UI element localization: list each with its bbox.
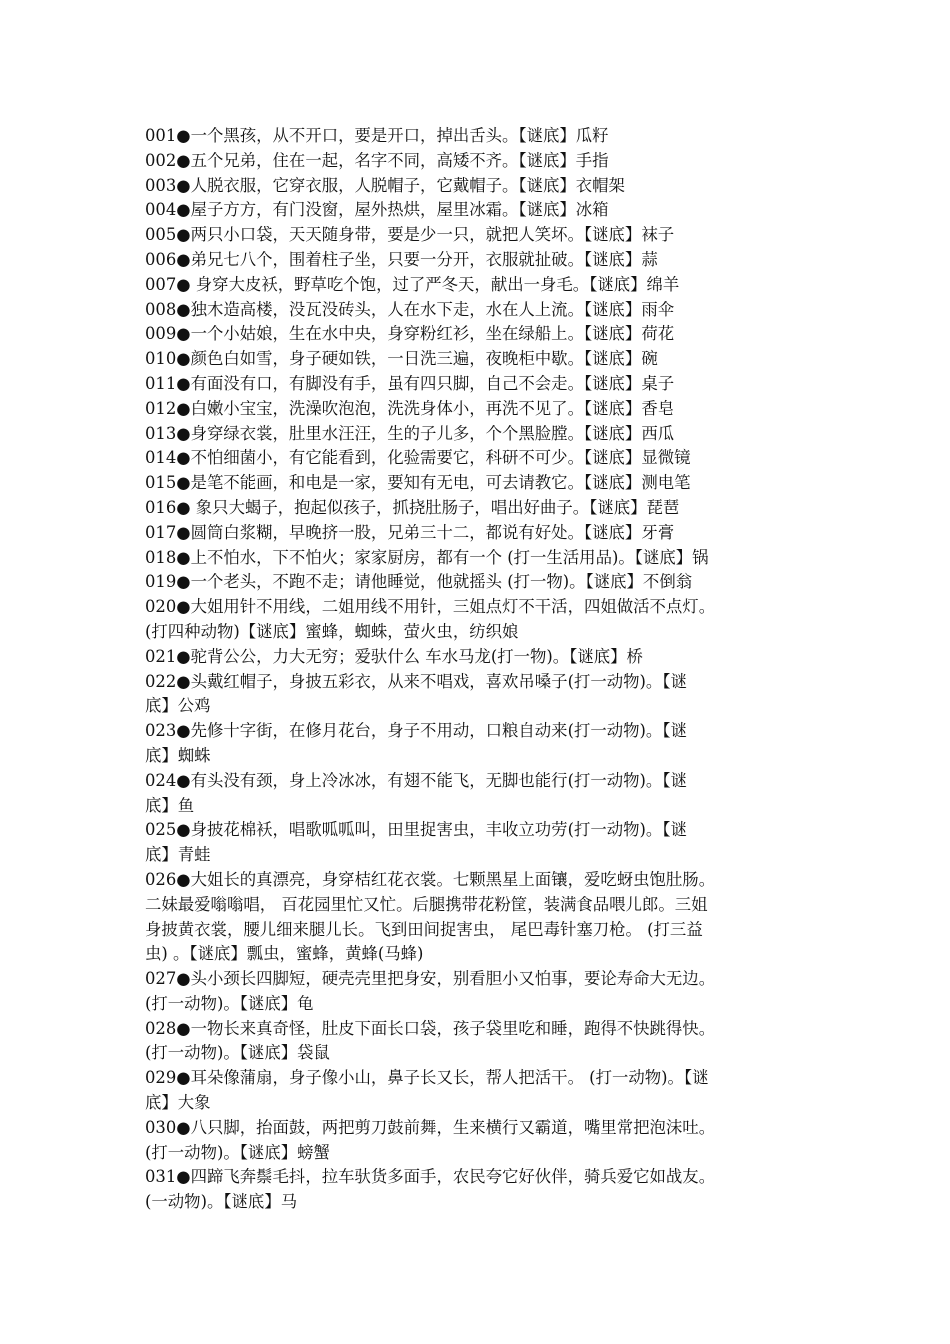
text-line: 018●上不怕水，下不怕火；家家厨房，都有一个 (打一生活用品)。【谜底】锅 [145,547,709,567]
text-line: 底】青蛙 [145,845,211,865]
text-line: 虫) 。【谜底】瓢虫，蜜蜂，黄蜂(马蜂) [145,944,424,964]
text-line: 底】公鸡 [145,696,211,716]
text-line: 012●白嫩小宝宝，洗澡吹泡泡，洗洗身体小，再洗不见了。【谜底】香皂 [145,398,675,418]
text-line: (打一动物)。【谜底】螃蟹 [145,1142,330,1162]
text-line: (打四种动物)【谜底】蜜蜂，蜘蛛，萤火虫，纺织娘 [145,621,519,641]
text-line: 015●是笔不能画，和电是一家，要知有无电，可去请教它。【谜底】测电笔 [145,473,691,493]
text-line: 027●头小颈长四脚短，硬壳壳里把身安，别看胆小又怕事，要论寿命大无边。 [145,969,716,989]
text-line: 003●人脱衣服，它穿衣服，人脱帽子，它戴帽子。【谜底】衣帽架 [145,175,625,195]
text-line: 身披黄衣裳，腰儿细来腿儿长。飞到田间捉害虫， 尾巴毒针塞刀枪。 (打三益 [145,919,703,939]
text-line: 009●一个小姑娘，生在水中央，身穿粉红衫，坐在绿船上。【谜底】荷花 [145,324,675,344]
text-line: 019●一个老头，不跑不走；请他睡觉，他就摇头 (打一物)。【谜底】不倒翁 [145,572,693,592]
text-line: 016● 象只大蝎子，抱起似孩子，抓挠肚肠子，唱出好曲子。【谜底】琵琶 [145,497,680,517]
text-line: 017●圆筒白浆糊，早晚挤一股，兄弟三十二，都说有好处。【谜底】牙膏 [145,522,675,542]
text-line: 008●独木造高楼，没瓦没砖头，人在水下走，水在人上流。【谜底】雨伞 [145,299,675,319]
text-line: 002●五个兄弟，住在一起，名字不同，高矮不齐。【谜底】手指 [145,150,609,170]
text-line: 031●四蹄飞奔鬃毛抖，拉车驮货多面手，农民夸它好伙伴，骑兵爱它如战友。 [145,1167,716,1187]
text-line: 030●八只脚，抬面鼓，两把剪刀鼓前舞，生来横行又霸道，嘴里常把泡沫吐。 [145,1117,716,1137]
text-line: 014●不怕细菌小，有它能看到，化验需要它，科研不可少。【谜底】显微镜 [145,448,691,468]
text-line: 026●大姐长的真漂亮，身穿桔红花衣裳。七颗黑星上面镶，爱吃蚜虫饱肚肠。 [145,869,716,889]
text-line: 028●一物长来真奇怪，肚皮下面长口袋，孩子袋里吃和睡，跑得不快跳得快。 [145,1018,716,1038]
text-line: 底】鱼 [145,795,195,815]
text-line: 025●身披花棉袄，唱歌呱呱叫，田里捉害虫，丰收立功劳(打一动物)。【谜 [145,820,687,840]
text-line: 007● 身穿大皮袄，野草吃个饱，过了严冬天，献出一身毛。【谜底】绵羊 [145,274,680,294]
text-line: 020●大姐用针不用线，二姐用线不用针，三姐点灯不干活，四姐做活不点灯。 [145,597,716,617]
text-line: 001●一个黑孩，从不开口，要是开口，掉出舌头。【谜底】瓜籽 [145,126,609,145]
riddle-document [145,124,810,1215]
text-line: 021●驼背公公，力大无穷；爱驮什么 车水马龙(打一物)。【谜底】桥 [145,646,643,666]
text-line: 二妹最爱嗡嗡唱， 百花园里忙又忙。后腿携带花粉筐，装满食品喂儿郎。三姐 [145,894,708,914]
text-line: 底】大象 [145,1093,211,1113]
text-line: 底】蜘蛛 [145,745,211,765]
text-line: 013●身穿绿衣裳，肚里水汪汪，生的子儿多，个个黑脸膛。【谜底】西瓜 [145,423,675,443]
text-line: (打一动物)。【谜底】龟 [145,993,314,1013]
text-line: (打一动物)。【谜底】袋鼠 [145,1043,330,1063]
text-line: (一动物)。【谜底】马 [145,1192,298,1212]
text-line: 029●耳朵像蒲扇，身子像小山，鼻子长又长，帮人把活干。 (打一动物)。【谜 [145,1068,709,1088]
text-line: 005●两只小口袋，天天随身带，要是少一只，就把人笑坏。【谜底】袜子 [145,225,675,245]
text-line: 006●弟兄七八个，围着柱子坐，只要一分开，衣服就扯破。【谜底】蒜 [145,249,658,269]
text-line: 024●有头没有颈，身上冷冰冰，有翅不能飞，无脚也能行(打一动物)。【谜 [145,770,687,790]
text-line: 022●头戴红帽子，身披五彩衣，从来不唱戏，喜欢吊嗓子(打一动物)。【谜 [145,671,687,691]
text-line: 011●有面没有口，有脚没有手，虽有四只脚，自己不会走。【谜底】桌子 [145,373,675,393]
text-line: 023●先修十字街，在修月花台，身子不用动，口粮自动来(打一动物)。【谜 [145,721,687,741]
text-line: 004●屋子方方，有门没窗，屋外热烘，屋里冰霜。【谜底】冰箱 [145,200,609,220]
text-line: 010●颜色白如雪，身子硬如铁，一日洗三遍，夜晚柜中歇。【谜底】碗 [145,349,658,369]
